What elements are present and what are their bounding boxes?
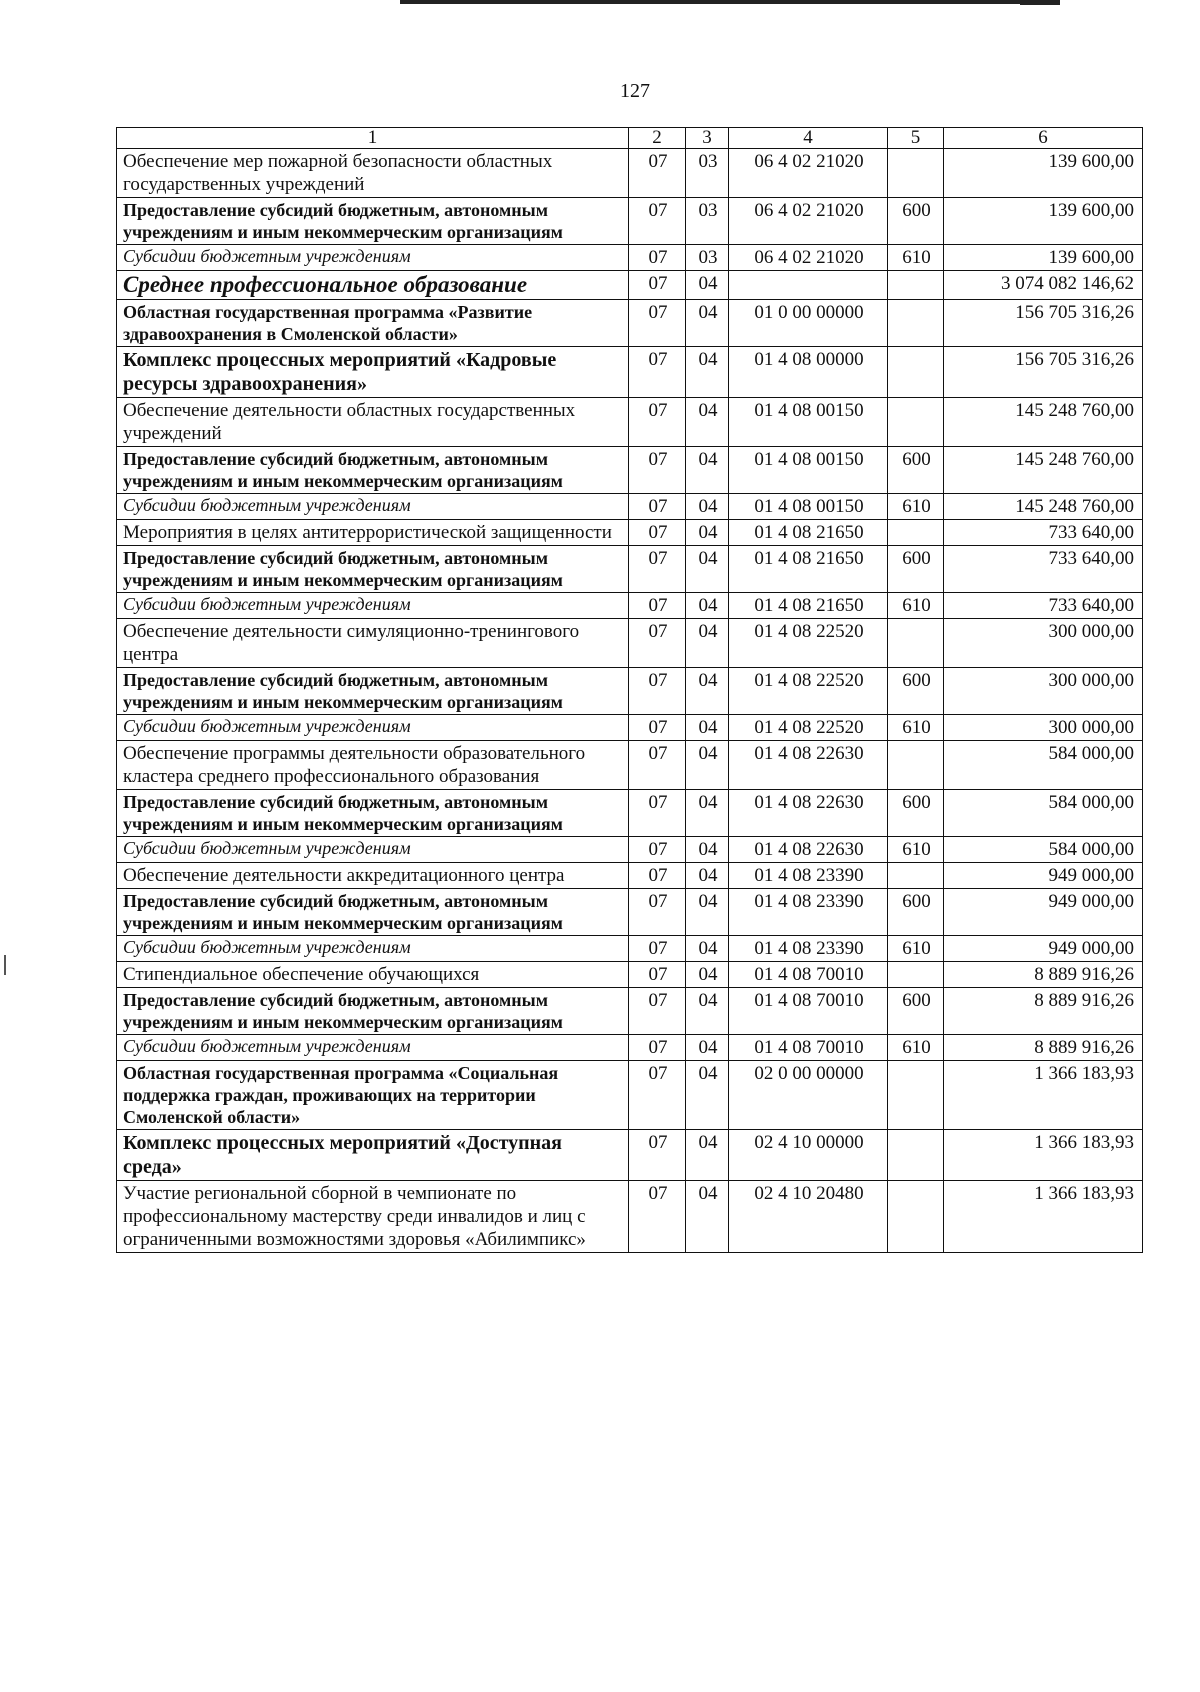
subsection-code-cell: 04: [686, 936, 729, 962]
amount-cell: 8 889 916,26: [944, 988, 1143, 1035]
expense-type-cell: 600: [888, 668, 944, 715]
subsection-code-cell: 04: [686, 837, 729, 863]
expense-type-cell: 610: [888, 1035, 944, 1061]
section-code-cell: 07: [629, 741, 686, 790]
row-name-cell: Субсидии бюджетным учреждениям: [117, 494, 629, 520]
table-row: [117, 837, 1143, 863]
section-code-cell: 07: [629, 988, 686, 1035]
section-code-cell: 07: [629, 245, 686, 271]
subsection-code-cell: 04: [686, 494, 729, 520]
target-article-cell: 01 4 08 70010: [729, 988, 888, 1035]
row-name-cell: Обеспечение деятельности аккредитационного центра: [117, 863, 629, 889]
row-name-cell: Субсидии бюджетным учреждениям: [117, 837, 629, 863]
table-row: [117, 398, 1143, 447]
table-row: [117, 1181, 1143, 1253]
row-name-cell: Обеспечение мер пожарной безопасности областных государственных учреждений: [117, 149, 629, 198]
target-article-cell: 01 4 08 23390: [729, 936, 888, 962]
amount-cell: 8 889 916,26: [944, 1035, 1143, 1061]
target-article-cell: 01 4 08 00000: [729, 347, 888, 398]
amount-cell: 949 000,00: [944, 936, 1143, 962]
subsection-code-cell: 03: [686, 198, 729, 245]
header-col-5: 5: [888, 128, 944, 149]
subsection-code-cell: 04: [686, 1035, 729, 1061]
amount-cell: 156 705 316,26: [944, 347, 1143, 398]
target-article-cell: 01 4 08 22520: [729, 619, 888, 668]
amount-cell: 584 000,00: [944, 790, 1143, 837]
row-name-cell: Субсидии бюджетным учреждениям: [117, 715, 629, 741]
amount-cell: 8 889 916,26: [944, 962, 1143, 988]
section-code-cell: 07: [629, 198, 686, 245]
subsection-code-cell: 04: [686, 668, 729, 715]
expense-type-cell: 600: [888, 790, 944, 837]
section-code-cell: 07: [629, 271, 686, 300]
subsection-code-cell: 04: [686, 715, 729, 741]
expense-type-cell: 600: [888, 447, 944, 494]
amount-cell: 300 000,00: [944, 715, 1143, 741]
target-article-cell: 01 4 08 22630: [729, 837, 888, 863]
table-row: [117, 198, 1143, 245]
table-row: [117, 347, 1143, 398]
expense-type-cell: [888, 271, 944, 300]
section-code-cell: 07: [629, 668, 686, 715]
target-article-cell: 01 0 00 00000: [729, 300, 888, 347]
amount-cell: 145 248 760,00: [944, 398, 1143, 447]
header-col-4: 4: [729, 128, 888, 149]
section-code-cell: 07: [629, 889, 686, 936]
subsection-code-cell: 04: [686, 619, 729, 668]
row-name-cell: Предоставление субсидий бюджетным, автономным учреждениям и иным некоммерческим организациям: [117, 889, 629, 936]
subsection-code-cell: 04: [686, 889, 729, 936]
section-code-cell: 07: [629, 447, 686, 494]
table-row: [117, 1130, 1143, 1181]
section-code-cell: 07: [629, 619, 686, 668]
target-article-cell: 02 4 10 00000: [729, 1130, 888, 1181]
amount-cell: 949 000,00: [944, 863, 1143, 889]
row-name-cell: Областная государственная программа «Социальная поддержка граждан, проживающих на территории Смоленской области»: [117, 1061, 629, 1130]
target-article-cell: 01 4 08 23390: [729, 863, 888, 889]
target-article-cell: 01 4 08 21650: [729, 546, 888, 593]
expense-type-cell: 600: [888, 988, 944, 1035]
target-article-cell: 01 4 08 00150: [729, 447, 888, 494]
target-article-cell: 01 4 08 00150: [729, 494, 888, 520]
section-code-cell: 07: [629, 1181, 686, 1253]
table-row: [117, 1061, 1143, 1130]
expense-type-cell: 610: [888, 837, 944, 863]
amount-cell: 145 248 760,00: [944, 494, 1143, 520]
row-name-cell: Предоставление субсидий бюджетным, автономным учреждениям и иным некоммерческим организациям: [117, 546, 629, 593]
subsection-code-cell: 04: [686, 741, 729, 790]
table-row: [117, 271, 1143, 300]
subsection-code-cell: 04: [686, 988, 729, 1035]
table-row: [117, 790, 1143, 837]
amount-cell: 3 074 082 146,62: [944, 271, 1143, 300]
table-row: [117, 715, 1143, 741]
row-name-cell: Предоставление субсидий бюджетным, автономным учреждениям и иным некоммерческим организациям: [117, 198, 629, 245]
subsection-code-cell: 04: [686, 593, 729, 619]
subsection-code-cell: 04: [686, 398, 729, 447]
expense-type-cell: [888, 347, 944, 398]
top-scan-rule: [400, 0, 1020, 4]
target-article-cell: 01 4 08 21650: [729, 593, 888, 619]
subsection-code-cell: 04: [686, 863, 729, 889]
table-row: [117, 300, 1143, 347]
amount-cell: 584 000,00: [944, 837, 1143, 863]
amount-cell: 733 640,00: [944, 546, 1143, 593]
section-code-cell: 07: [629, 593, 686, 619]
table-row: [117, 741, 1143, 790]
subsection-code-cell: 04: [686, 271, 729, 300]
row-name-cell: Предоставление субсидий бюджетным, автономным учреждениям и иным некоммерческим организациям: [117, 447, 629, 494]
row-name-cell: Участие региональной сборной в чемпионате по профессиональному мастерству среди инвалидов и лиц с ограниченными возможностями здоровья «Абилимпикс»: [117, 1181, 629, 1253]
subsection-code-cell: 04: [686, 447, 729, 494]
row-name-cell: Субсидии бюджетным учреждениям: [117, 593, 629, 619]
amount-cell: 300 000,00: [944, 668, 1143, 715]
header-col-6: 6: [944, 128, 1143, 149]
amount-cell: 1 366 183,93: [944, 1061, 1143, 1130]
row-name-cell: Областная государственная программа «Развитие здравоохранения в Смоленской области»: [117, 300, 629, 347]
expense-type-cell: [888, 520, 944, 546]
table-row: [117, 889, 1143, 936]
target-article-cell: 06 4 02 21020: [729, 245, 888, 271]
expense-type-cell: [888, 619, 944, 668]
expense-type-cell: 610: [888, 715, 944, 741]
target-article-cell: 06 4 02 21020: [729, 149, 888, 198]
row-name-cell: Предоставление субсидий бюджетным, автономным учреждениям и иным некоммерческим организациям: [117, 790, 629, 837]
expense-type-cell: 600: [888, 889, 944, 936]
section-code-cell: 07: [629, 494, 686, 520]
expense-type-cell: [888, 863, 944, 889]
row-name-cell: Обеспечение деятельности областных государственных учреждений: [117, 398, 629, 447]
amount-cell: 139 600,00: [944, 198, 1143, 245]
table-row: [117, 447, 1143, 494]
target-article-cell: 02 4 10 20480: [729, 1181, 888, 1253]
target-article-cell: 01 4 08 21650: [729, 520, 888, 546]
amount-cell: 139 600,00: [944, 149, 1143, 198]
expense-type-cell: 600: [888, 198, 944, 245]
row-name-cell: Комплекс процессных мероприятий «Кадровые ресурсы здравоохранения»: [117, 347, 629, 398]
section-code-cell: 07: [629, 715, 686, 741]
row-name-cell: Среднее профессиональное образование: [117, 271, 629, 300]
expense-type-cell: [888, 300, 944, 347]
target-article-cell: 01 4 08 23390: [729, 889, 888, 936]
subsection-code-cell: 04: [686, 1181, 729, 1253]
target-article-cell: [729, 271, 888, 300]
target-article-cell: 01 4 08 22630: [729, 741, 888, 790]
subsection-code-cell: 04: [686, 1130, 729, 1181]
budget-table: [116, 127, 1143, 1253]
target-article-cell: 06 4 02 21020: [729, 198, 888, 245]
table-row: [117, 936, 1143, 962]
section-code-cell: 07: [629, 1061, 686, 1130]
amount-cell: 733 640,00: [944, 520, 1143, 546]
table-row: [117, 149, 1143, 198]
subsection-code-cell: 04: [686, 1061, 729, 1130]
section-code-cell: 07: [629, 1130, 686, 1181]
subsection-code-cell: 04: [686, 347, 729, 398]
header-col-2: 2: [629, 128, 686, 149]
expense-type-cell: 610: [888, 494, 944, 520]
subsection-code-cell: 04: [686, 962, 729, 988]
target-article-cell: 01 4 08 70010: [729, 1035, 888, 1061]
section-code-cell: 07: [629, 837, 686, 863]
row-name-cell: Стипендиальное обеспечение обучающихся: [117, 962, 629, 988]
amount-cell: 145 248 760,00: [944, 447, 1143, 494]
expense-type-cell: [888, 1061, 944, 1130]
row-name-cell: Субсидии бюджетным учреждениям: [117, 936, 629, 962]
page-number: 127: [620, 80, 650, 102]
expense-type-cell: [888, 962, 944, 988]
section-code-cell: 07: [629, 300, 686, 347]
amount-cell: 156 705 316,26: [944, 300, 1143, 347]
row-name-cell: Комплекс процессных мероприятий «Доступная среда»: [117, 1130, 629, 1181]
top-scan-rule-mark: [1020, 0, 1060, 5]
subsection-code-cell: 04: [686, 300, 729, 347]
expense-type-cell: 610: [888, 245, 944, 271]
section-code-cell: 07: [629, 1035, 686, 1061]
table-row: [117, 546, 1143, 593]
table-row: [117, 593, 1143, 619]
section-code-cell: 07: [629, 149, 686, 198]
section-code-cell: 07: [629, 546, 686, 593]
subsection-code-cell: 03: [686, 245, 729, 271]
expense-type-cell: [888, 149, 944, 198]
header-col-3: 3: [686, 128, 729, 149]
target-article-cell: 01 4 08 22520: [729, 715, 888, 741]
table-row: [117, 668, 1143, 715]
margin-mark: [4, 955, 6, 975]
target-article-cell: 02 0 00 00000: [729, 1061, 888, 1130]
subsection-code-cell: 04: [686, 790, 729, 837]
expense-type-cell: [888, 398, 944, 447]
amount-cell: 733 640,00: [944, 593, 1143, 619]
section-code-cell: 07: [629, 863, 686, 889]
header-col-1: 1: [117, 128, 629, 149]
row-name-cell: Субсидии бюджетным учреждениям: [117, 1035, 629, 1061]
section-code-cell: 07: [629, 936, 686, 962]
row-name-cell: Обеспечение программы деятельности образовательного кластера среднего профессионального образования: [117, 741, 629, 790]
section-code-cell: 07: [629, 347, 686, 398]
section-code-cell: 07: [629, 398, 686, 447]
amount-cell: 139 600,00: [944, 245, 1143, 271]
expense-type-cell: 610: [888, 593, 944, 619]
table-row: [117, 863, 1143, 889]
table-row: [117, 520, 1143, 546]
expense-type-cell: [888, 1130, 944, 1181]
amount-cell: 584 000,00: [944, 741, 1143, 790]
row-name-cell: Обеспечение деятельности симуляционно-тренингового центра: [117, 619, 629, 668]
table-row: [117, 1035, 1143, 1061]
amount-cell: 1 366 183,93: [944, 1181, 1143, 1253]
table-row: [117, 245, 1143, 271]
amount-cell: 949 000,00: [944, 889, 1143, 936]
row-name-cell: Субсидии бюджетным учреждениям: [117, 245, 629, 271]
section-code-cell: 07: [629, 520, 686, 546]
amount-cell: 1 366 183,93: [944, 1130, 1143, 1181]
row-name-cell: Предоставление субсидий бюджетным, автономным учреждениям и иным некоммерческим организациям: [117, 988, 629, 1035]
amount-cell: 300 000,00: [944, 619, 1143, 668]
row-name-cell: Предоставление субсидий бюджетным, автономным учреждениям и иным некоммерческим организациям: [117, 668, 629, 715]
target-article-cell: 01 4 08 70010: [729, 962, 888, 988]
expense-type-cell: [888, 1181, 944, 1253]
table-row: [117, 494, 1143, 520]
table-header-row: [117, 128, 1143, 149]
expense-type-cell: [888, 741, 944, 790]
target-article-cell: 01 4 08 22520: [729, 668, 888, 715]
row-name-cell: Мероприятия в целях антитеррористической защищенности: [117, 520, 629, 546]
subsection-code-cell: 04: [686, 546, 729, 593]
target-article-cell: 01 4 08 22630: [729, 790, 888, 837]
section-code-cell: 07: [629, 790, 686, 837]
subsection-code-cell: 04: [686, 520, 729, 546]
section-code-cell: 07: [629, 962, 686, 988]
expense-type-cell: 600: [888, 546, 944, 593]
table-row: [117, 962, 1143, 988]
target-article-cell: 01 4 08 00150: [729, 398, 888, 447]
expense-type-cell: 610: [888, 936, 944, 962]
subsection-code-cell: 03: [686, 149, 729, 198]
table-row: [117, 619, 1143, 668]
table-row: [117, 988, 1143, 1035]
